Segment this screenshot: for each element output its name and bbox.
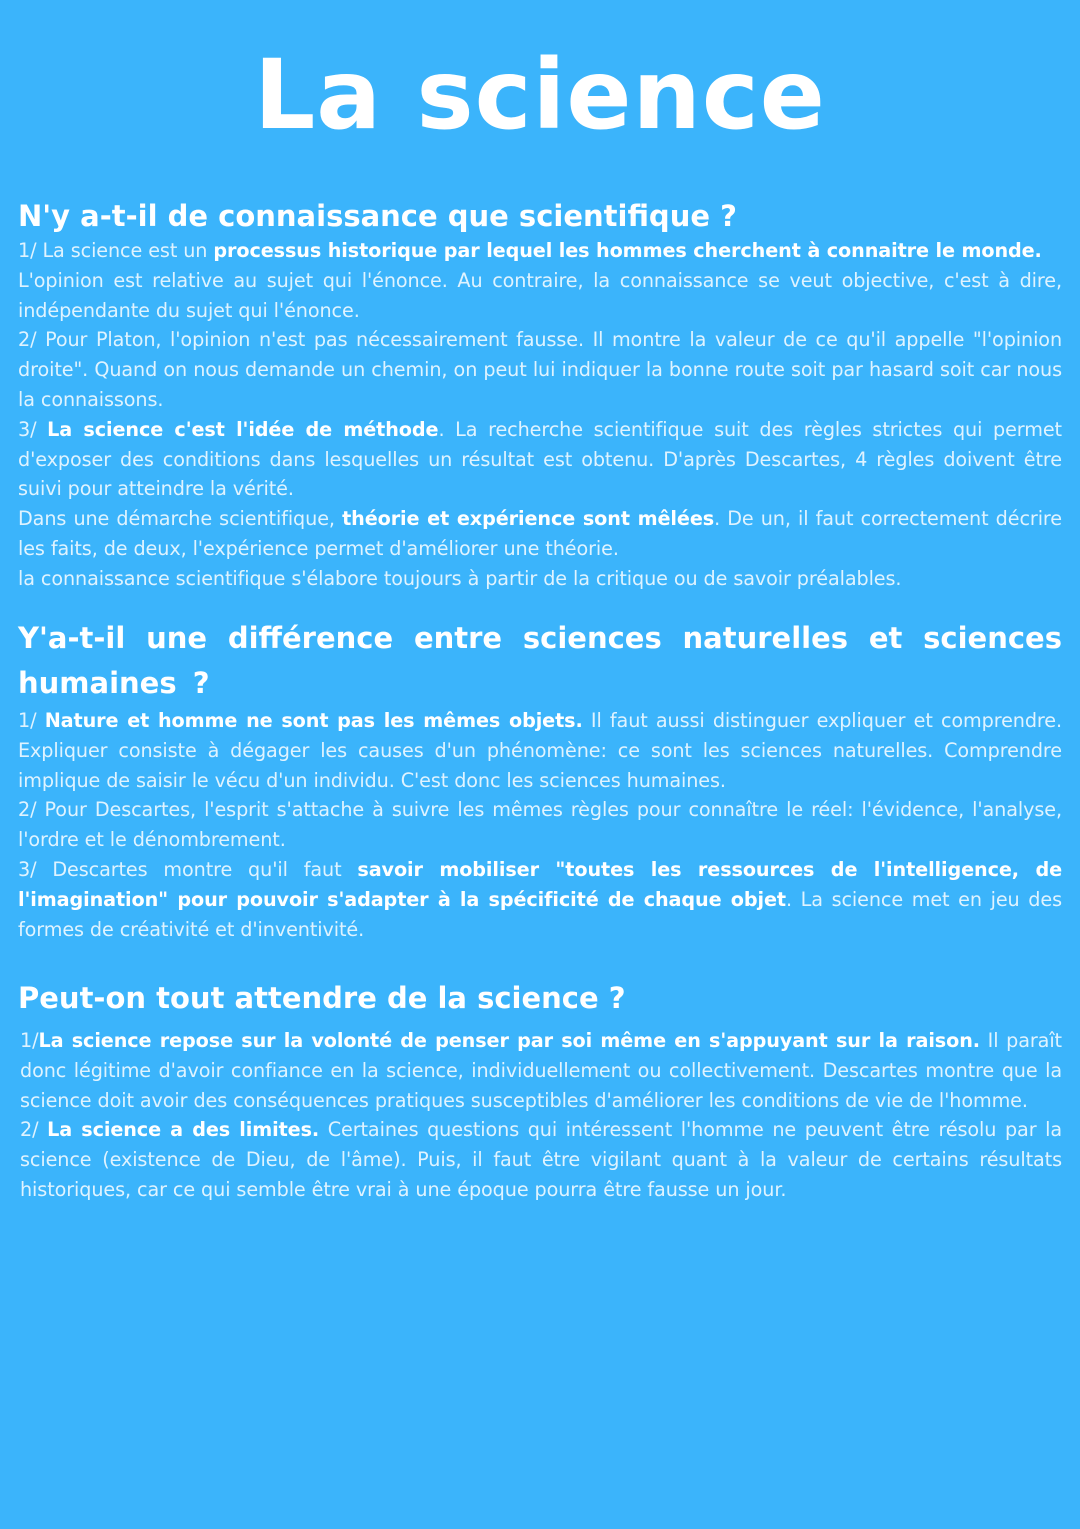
section-1 <box>18 196 1062 594</box>
page-title: La science <box>254 39 826 151</box>
section-heading: N'y a-t-il de connaissance que scientifique ? <box>18 199 737 233</box>
section-heading: Peut-on tout attendre de la science ? <box>18 981 626 1015</box>
paragraph: L'opinion est relative au sujet qui l'énonce. Au contraire, la connaissance se veut objective, c'est à dire, indépendante du sujet qui l'énonce. <box>18 268 1062 322</box>
paragraph: 2/ Pour Platon, l'opinion n'est pas nécessairement fausse. Il montre la valeur de ce qu'il appelle "l'opinion droite". Quand on nous demande un chemin, on peut lui indiquer la bonne route soit par hasard soit car nous la connaissons. <box>18 328 1062 411</box>
paragraph: la connaissance scientifique s'élabore toujours à partir de la critique ou de savoir préalables. <box>18 566 902 590</box>
paragraph: 2/ La science a des limites. Certaines questions qui intéressent l'homme ne peuvent être résolu par la science (existence de Dieu, de l'âme). Puis, il faut être vigilant quant à la valeur de certains résultats historiques, car ce qui semble être vrai à une époque pourra être fausse un jour. <box>20 1118 1062 1201</box>
section-2 <box>18 616 1062 944</box>
paragraph: Dans une démarche scientifique, théorie et expérience sont mêlées. De un, il faut correctement décrire les faits, de deux, l'expérience permet d'améliorer une théorie. <box>18 507 1063 560</box>
section-3 <box>18 978 1062 1205</box>
paragraph: 1/ Nature et homme ne sont pas les mêmes objets. Il faut aussi distinguer expliquer et comprendre. Expliquer consiste à dégager les causes d'un phénomène: ce sont les sciences naturelles. Comprendre implique de saisir le vécu d'un individu. C'est donc les sciences humaines. <box>18 709 1062 792</box>
section-heading: Y'a-t-il une différence entre sciences naturelles et sciences humaines ? <box>18 621 1062 700</box>
paragraph: 3/ Descartes montre qu'il faut savoir mobiliser "toutes les ressources de l'intelligence, de l'imagination" pour pouvoir s'adapter à la spécificité de chaque objet. La science met en jeu des formes de créativité et d'inventivité. <box>18 857 1062 941</box>
paragraph: 1/La science repose sur la volonté de penser par soi même en s'appuyant sur la raison. Il paraît donc légitime d'avoir confiance en la science, individuellement ou collectivement. Descartes montre que la science doit avoir des conséquences pratiques susceptibles d'améliorer les conditions de vie de l'homme. <box>20 1029 1062 1112</box>
paragraph: 1/ La science est un processus historique par lequel les hommes cherchent à connaitre le monde. <box>18 239 1042 262</box>
paragraph: 3/ La science c'est l'idée de méthode. La recherche scientifique suit des règles strictes qui permet d'exposer des conditions dans lesquelles un résultat est obtenu. D'après Descartes, 4 règles doivent être suivi pour atteindre la vérité. <box>18 417 1062 501</box>
paragraph: 2/ Pour Descartes, l'esprit s'attache à suivre les mêmes règles pour connaître le réel: l'évidence, l'analyse, l'ordre et le dénombrement. <box>18 798 1062 852</box>
